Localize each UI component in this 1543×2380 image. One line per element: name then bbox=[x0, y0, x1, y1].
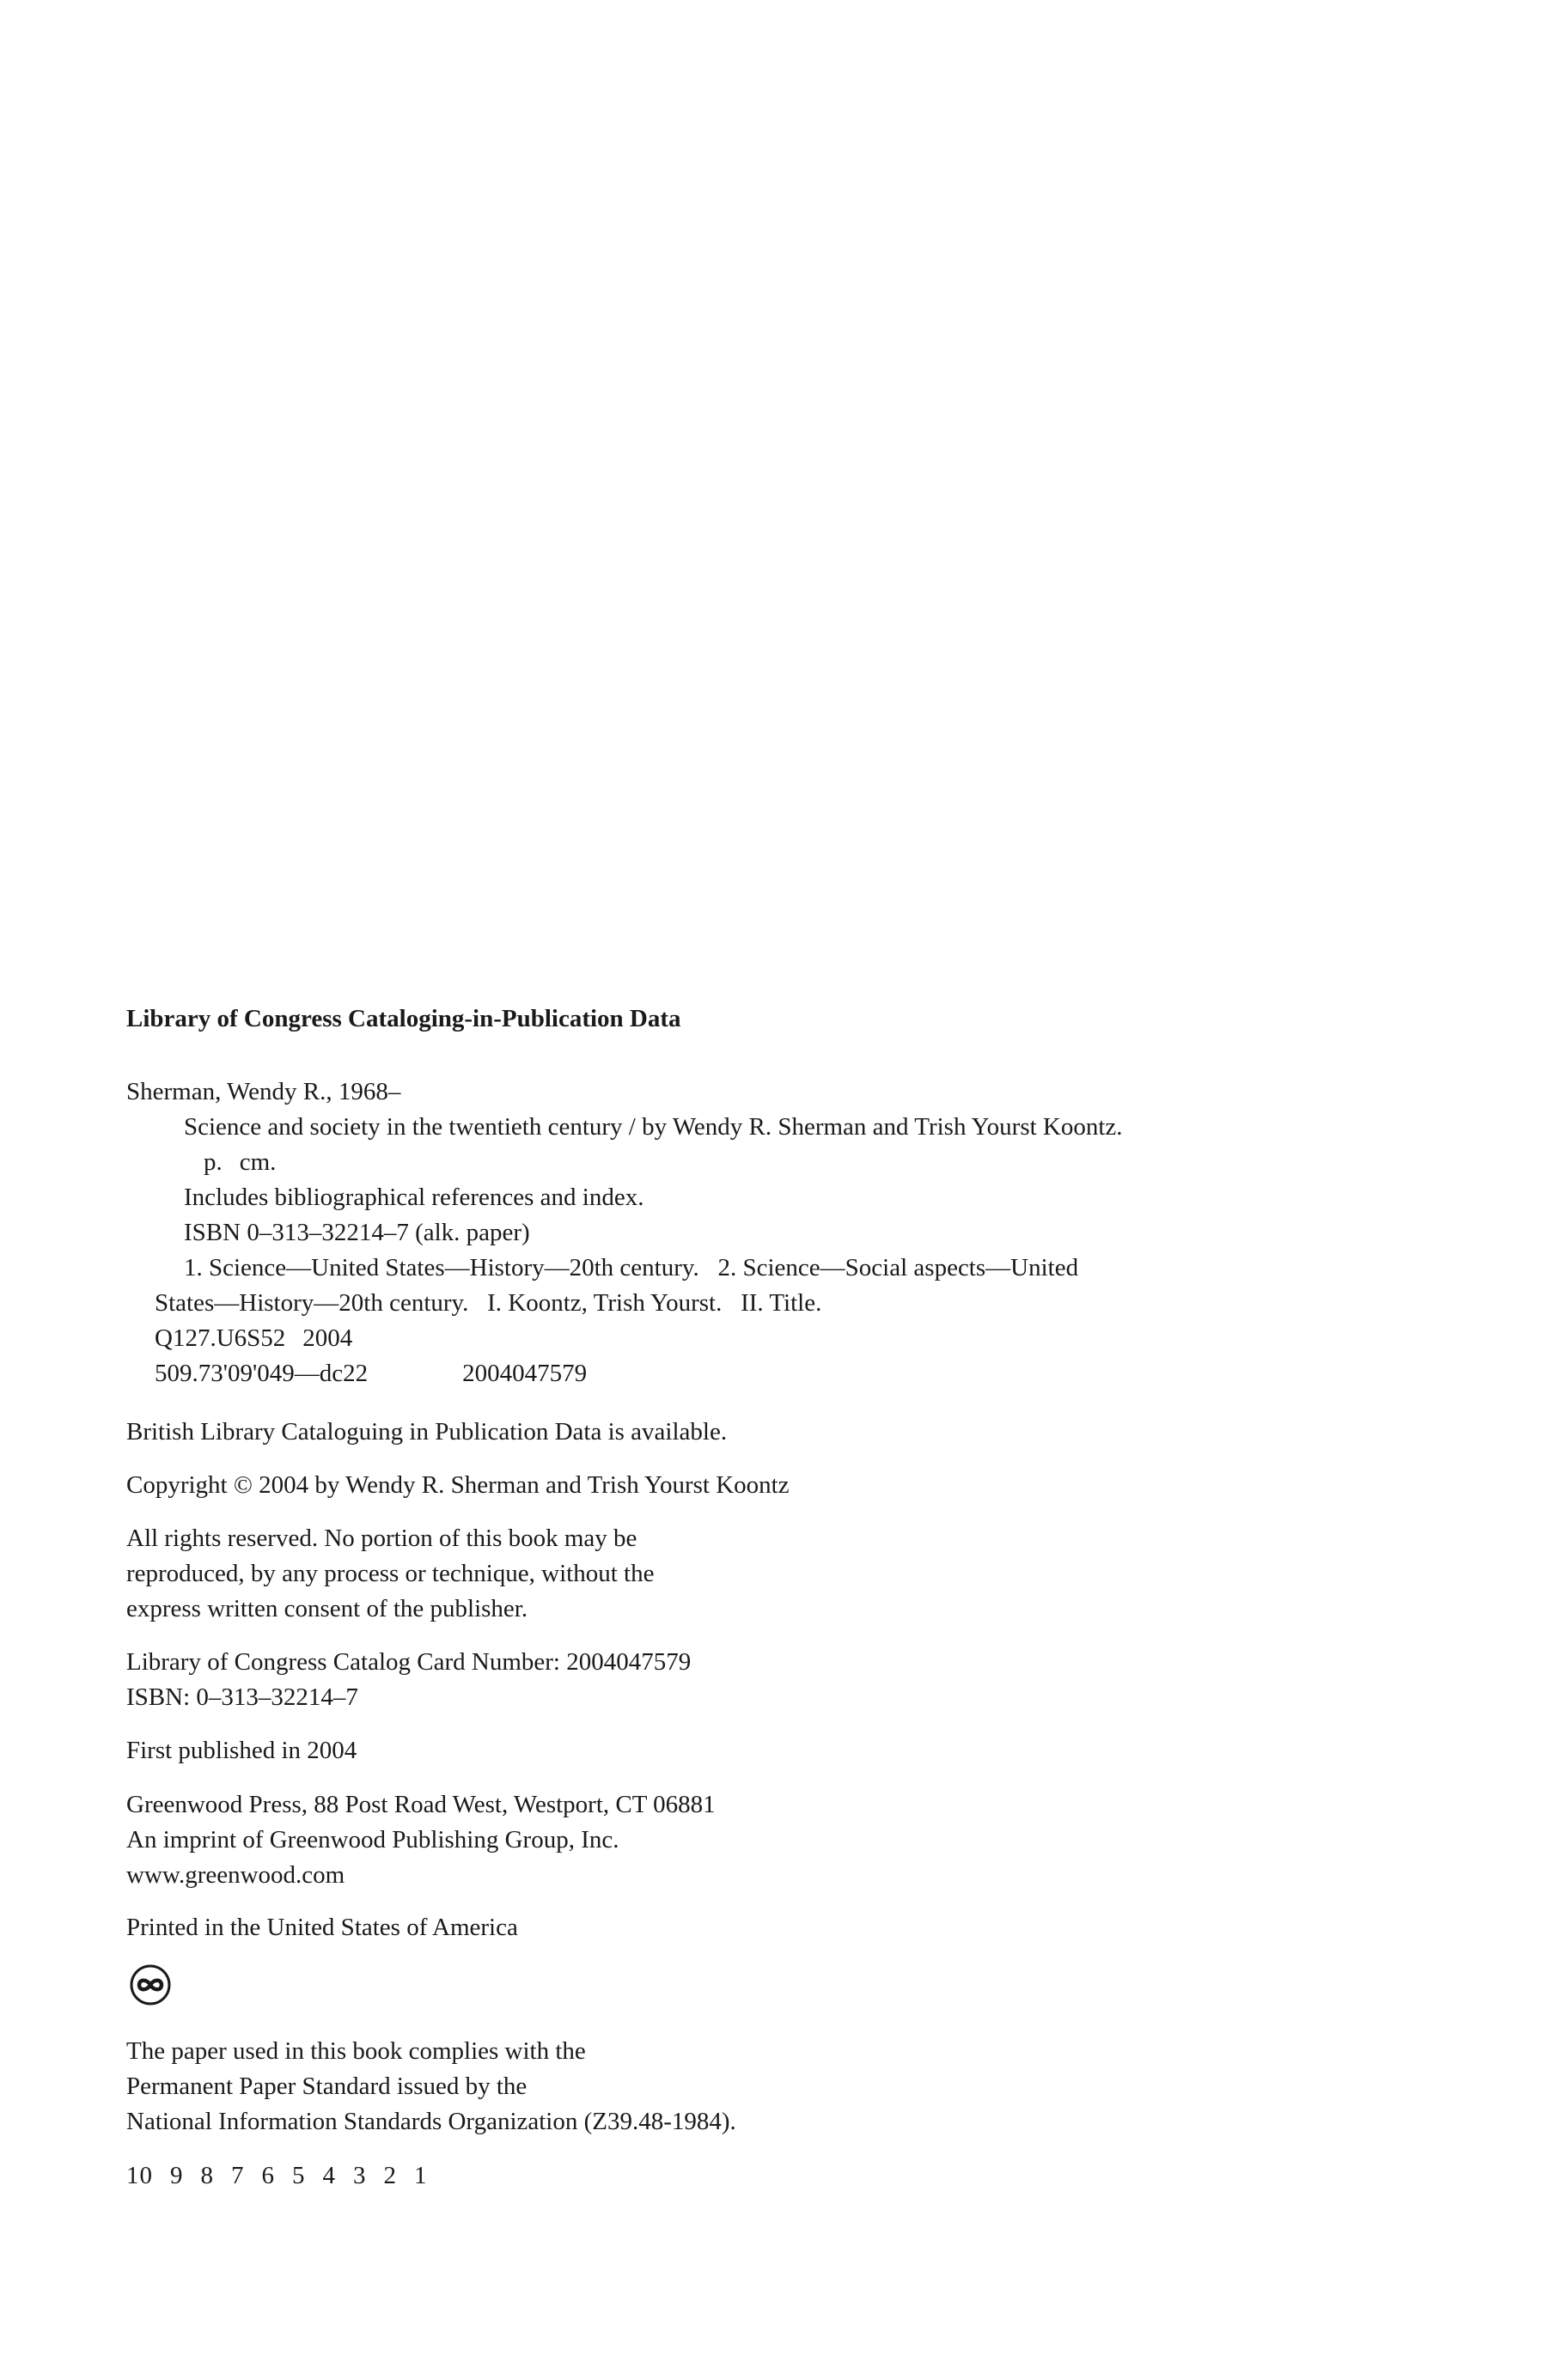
permanent-paper-note bbox=[126, 2034, 736, 2140]
paper-note-line: Permanent Paper Standard issued by the bbox=[126, 2073, 528, 2100]
cip-pagination-cm: cm. bbox=[239, 1148, 277, 1176]
cip-subjects-1: 1. Science—United States—History—20th century. 2. Science—Social aspects—United bbox=[184, 1254, 1079, 1281]
publisher-address: Greenwood Press, 88 Post Road West, Westport, CT 06881 bbox=[126, 1791, 716, 1818]
cip-pagination-p: p. bbox=[204, 1148, 223, 1176]
printed-in bbox=[126, 1910, 518, 1945]
printing-number: 4 bbox=[322, 2162, 336, 2189]
cip-call-number-value: Q127.U6S52 bbox=[155, 1324, 286, 1352]
printed-in-text: Printed in the United States of America bbox=[126, 1914, 518, 1941]
cip-pagination bbox=[126, 1145, 1123, 1180]
cip-heading-text: Library of Congress Cataloging-in-Publication Data bbox=[126, 1005, 681, 1032]
rights-statement bbox=[126, 1521, 654, 1627]
catalog-card-number: Library of Congress Catalog Card Number: 2004047579 bbox=[126, 1648, 692, 1676]
cip-author: Sherman, Wendy R., 1968– bbox=[126, 1078, 401, 1105]
publisher-info bbox=[126, 1787, 716, 1893]
first-published bbox=[126, 1733, 357, 1768]
printing-number-line bbox=[126, 2158, 445, 2194]
rights-line: express written consent of the publisher. bbox=[126, 1595, 528, 1622]
isbn-line: ISBN: 0–313–32214–7 bbox=[126, 1683, 358, 1711]
paper-note-line: National Information Standards Organization (Z39.48-1984). bbox=[126, 2108, 736, 2135]
rights-line: All rights reserved. No portion of this book may be bbox=[126, 1525, 637, 1552]
printing-number: 10 bbox=[126, 2162, 153, 2189]
printing-number: 6 bbox=[261, 2162, 275, 2189]
copyright-notice bbox=[126, 1468, 790, 1503]
paper-note-line: The paper used in this book complies with the bbox=[126, 2037, 586, 2065]
cip-isbn: ISBN 0–313–32214–7 (alk. paper) bbox=[184, 1219, 530, 1246]
printing-number: 8 bbox=[200, 2162, 214, 2189]
copyright-text: Copyright © 2004 by Wendy R. Sherman and Trish Yourst Koontz bbox=[126, 1471, 790, 1499]
printing-number: 3 bbox=[353, 2162, 367, 2189]
printing-number: 5 bbox=[292, 2162, 306, 2189]
printing-number: 9 bbox=[170, 2162, 184, 2189]
cip-lccn-record: 2004047579 bbox=[462, 1360, 588, 1387]
rights-line: reproduced, by any process or technique, without the bbox=[126, 1560, 655, 1587]
cip-heading bbox=[126, 1001, 681, 1037]
cip-title: Science and society in the twentieth century / by Wendy R. Sherman and Trish Yourst Koontz. bbox=[184, 1113, 1123, 1141]
publisher-imprint: An imprint of Greenwood Publishing Group, Inc. bbox=[126, 1826, 619, 1853]
printing-number: 7 bbox=[231, 2162, 245, 2189]
cip-subjects-2: States—History—20th century. I. Koontz, Trish Yourst. II. Title. bbox=[155, 1289, 822, 1317]
cip-call-number bbox=[126, 1321, 1123, 1356]
publisher-website: www.greenwood.com bbox=[126, 1861, 345, 1889]
catalog-card-info bbox=[126, 1645, 691, 1715]
cip-includes: Includes bibliographical references and index. bbox=[184, 1184, 644, 1211]
infinity-circle-icon bbox=[129, 1963, 172, 2006]
printing-number: 2 bbox=[383, 2162, 397, 2189]
cip-dewey-line bbox=[126, 1356, 1123, 1391]
printing-number: 1 bbox=[414, 2162, 428, 2189]
cip-dewey: 509.73'09'049—dc22 bbox=[155, 1360, 369, 1387]
british-library-text: British Library Cataloguing in Publication Data is available. bbox=[126, 1418, 728, 1446]
british-library-note bbox=[126, 1415, 727, 1450]
first-published-text: First published in 2004 bbox=[126, 1737, 357, 1764]
cip-call-year: 2004 bbox=[302, 1324, 353, 1352]
cip-record bbox=[126, 1074, 1123, 1391]
